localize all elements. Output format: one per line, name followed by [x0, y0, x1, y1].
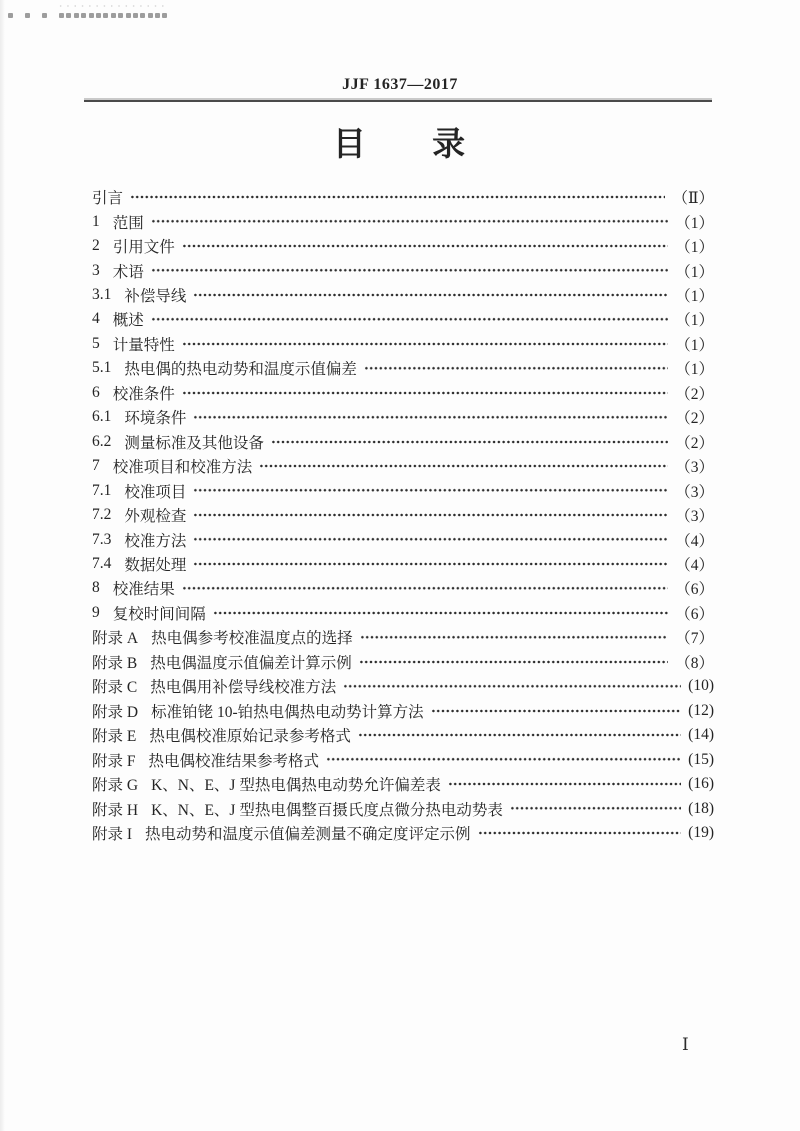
toc-entry-title: 数据处理 [124, 557, 187, 575]
scan-mark-square [133, 13, 138, 18]
toc-entry [92, 430, 714, 454]
toc-entry [92, 601, 714, 625]
dot-leader-icon [431, 699, 682, 723]
dot-leader-icon [193, 527, 668, 551]
toc-entry-page: (12) [688, 701, 714, 719]
dot-leader-icon [182, 576, 668, 600]
dot-leader-icon [193, 552, 668, 576]
toc-entry [92, 576, 714, 600]
toc-entry-page: (18) [688, 799, 714, 817]
toc-entry-title: 引言 [92, 190, 124, 208]
toc-entry-page: （1） [675, 361, 714, 379]
toc-entry [92, 503, 714, 527]
toc-entry-title: 热电偶用补偿导线校准方法 [150, 679, 337, 697]
toc-entry-number: 附录 G [92, 777, 139, 795]
toc-entry-number: 附录 C [92, 679, 138, 697]
toc-entry [92, 405, 714, 429]
toc-entry-title: 校准条件 [112, 385, 175, 403]
toc-entry-number: 3 [92, 261, 100, 279]
toc-entry [92, 332, 714, 356]
toc-entry-number: 7.2 [92, 506, 112, 524]
toc-entry [92, 209, 714, 233]
toc-entry-number: 7 [92, 457, 100, 475]
scan-mark-square [162, 13, 167, 18]
toc-entry-page: （2） [675, 410, 714, 428]
scan-mark-square [66, 13, 71, 18]
toc-entry-number: 附录 H [92, 801, 139, 819]
dot-leader-icon [182, 332, 668, 356]
toc-entry-number: 附录 B [92, 654, 138, 672]
footer-page-number: Ⅰ [682, 1035, 689, 1054]
toc-entry-number: 附录 F [92, 752, 136, 770]
toc-entry [92, 307, 714, 331]
toc-entry-title: 热电偶校准原始记录参考格式 [149, 728, 351, 746]
dot-leader-icon [259, 454, 668, 478]
toc-entry-number: 7.4 [92, 555, 112, 573]
toc-entry [92, 283, 714, 307]
toc-entry [92, 234, 714, 258]
toc-entry [92, 478, 714, 502]
scan-mark-square [140, 13, 145, 18]
toc-entry-title: K、N、E、J 型热电偶整百摄氏度点微分热电动势表 [151, 801, 503, 819]
toc-entry-title: 引用文件 [112, 239, 175, 257]
toc-entry-number: 附录 I [92, 826, 133, 843]
toc-entry-number: 9 [92, 603, 100, 621]
dot-leader-icon [364, 356, 668, 380]
toc-entry-number: 6 [92, 383, 100, 401]
toc-entry [92, 356, 714, 380]
toc-entry-page: （1） [675, 288, 714, 306]
toc-entry-page: （1） [675, 214, 714, 232]
toc-entry-page: （2） [675, 434, 714, 452]
dot-leader-icon [151, 209, 668, 233]
dot-leader-icon [343, 674, 681, 698]
toc-entry-title: 热电偶参考校准温度点的选择 [151, 630, 353, 648]
toc-entry-title: 复校时间间隔 [112, 605, 206, 623]
toc-entry-page: （Ⅱ） [672, 190, 714, 208]
toc-entry [92, 650, 714, 674]
toc-entry [92, 747, 714, 771]
dot-leader-icon [213, 601, 668, 625]
toc-entry-title: 测量标准及其他设备 [124, 434, 264, 452]
toc-entry-number: 5 [92, 334, 100, 352]
scan-mark-square [155, 13, 160, 18]
dot-leader-icon [326, 747, 681, 771]
scan-mark-square [8, 13, 13, 18]
toc-entry-title: 标准铂铑 10-铂热电偶热电动势计算方法 [151, 703, 424, 721]
dot-leader-icon [359, 650, 669, 674]
toc-entry-page: （3） [675, 459, 714, 477]
toc-entry [92, 821, 714, 845]
dot-leader-icon [182, 234, 668, 258]
toc-entry-title: 校准结果 [112, 581, 175, 599]
toc-entry [92, 552, 714, 576]
dot-leader-icon [193, 478, 668, 502]
toc-entry-page: （8） [675, 654, 714, 672]
scan-mark-square [126, 13, 131, 18]
toc-entry-page: （6） [675, 605, 714, 623]
toc-entry [92, 796, 714, 820]
toc-entry-number: 4 [92, 310, 100, 328]
toc-entry-page: （2） [675, 385, 714, 403]
toc-entry-page: （1） [675, 336, 714, 354]
toc-entry-title: K、N、E、J 型热电偶热电动势允许偏差表 [151, 777, 441, 795]
toc-entry-title: 补偿导线 [124, 288, 187, 306]
toc-entry-title: 计量特性 [112, 336, 175, 354]
toc-entry-number: 8 [92, 579, 100, 597]
toc-entry-title: 校准项目和校准方法 [112, 459, 253, 477]
toc-entry-page: （1） [675, 239, 714, 257]
toc-entry-title: 术语 [112, 263, 144, 281]
scan-mark-square [25, 13, 30, 18]
toc-entry-title: 范围 [112, 214, 144, 232]
dot-leader-icon [193, 283, 668, 307]
toc-entry-title: 热电偶温度示值偏差计算示例 [150, 654, 352, 672]
toc-entry-page: （7） [675, 630, 714, 648]
dot-leader-icon [151, 258, 668, 282]
toc-entry-title: 热电动势和温度示值偏差测量不确定度评定示例 [145, 826, 471, 843]
scan-mark-square [96, 13, 101, 18]
toc-entry-page: (19) [688, 824, 714, 841]
scan-mark-square [111, 13, 116, 18]
dot-leader-icon [271, 430, 668, 454]
toc-entry-page: （4） [675, 557, 714, 575]
toc-entry-number: 附录 E [92, 728, 137, 746]
dot-leader-icon [358, 723, 681, 747]
toc-entry-title: 概述 [112, 312, 144, 330]
toc-entry-number: 5.1 [92, 359, 112, 377]
scan-mark-square [118, 13, 123, 18]
toc-entry-number: 7.3 [92, 530, 112, 548]
dot-leader-icon [193, 503, 668, 527]
toc-entry-page: （6） [675, 581, 714, 599]
scan-mark-square [74, 13, 79, 18]
toc-entry [92, 381, 714, 405]
scan-mark-square [81, 13, 86, 18]
scan-mark-square [103, 13, 108, 18]
dot-leader-icon [193, 405, 668, 429]
toc-entry-page: (15) [688, 750, 714, 768]
scan-mark-square [89, 13, 94, 18]
toc-entry [92, 185, 714, 209]
scan-dotline [57, 5, 169, 7]
toc-entry [92, 723, 714, 747]
toc-entry-page: （1） [675, 263, 714, 281]
toc-entry-title: 校准项目 [124, 483, 187, 501]
toc-entry [92, 674, 714, 698]
dot-leader-icon [182, 381, 668, 405]
toc-entry-number: 附录 A [92, 630, 139, 648]
toc-entry-number: 7.1 [92, 481, 112, 499]
dot-leader-icon [360, 625, 669, 649]
scan-marks [8, 12, 170, 18]
toc-entry-page: （3） [675, 508, 714, 526]
dot-leader-icon [130, 185, 665, 209]
scan-mark-square [42, 13, 47, 18]
toc-entry [92, 772, 714, 796]
dot-leader-icon [510, 796, 681, 820]
standard-code: JJF 1637—2017 [342, 76, 458, 93]
dot-leader-icon [151, 307, 668, 331]
toc-entry-number: 6.2 [92, 432, 112, 450]
toc-entry [92, 699, 714, 723]
toc-entry [92, 454, 714, 478]
toc-entry-page: （4） [675, 532, 714, 550]
toc-entry-number: 2 [92, 237, 100, 255]
toc-entry-page: (14) [688, 726, 714, 744]
toc-entry-title: 环境条件 [124, 410, 187, 428]
header-rule [84, 100, 712, 102]
toc-entry-title: 热电偶校准结果参考格式 [148, 752, 320, 770]
toc-entry-page: (10) [688, 677, 714, 695]
toc-entry-page: （1） [675, 312, 714, 330]
page-title: 目 录 [332, 127, 468, 163]
toc-entry-title: 热电偶的热电动势和温度示值偏差 [124, 361, 357, 379]
toc-entry-number: 附录 D [92, 703, 139, 721]
toc-entry-title: 外观检查 [124, 508, 187, 526]
toc-entry [92, 625, 714, 649]
dot-leader-icon [478, 821, 682, 845]
toc-entry [92, 258, 714, 282]
toc-entry-title: 校准方法 [124, 532, 187, 550]
scan-mark-square [148, 13, 153, 18]
scan-mark-square [59, 13, 64, 18]
toc-entry-number: 6.1 [92, 408, 112, 426]
toc-list [92, 185, 714, 845]
toc-entry-page: (16) [688, 775, 714, 793]
toc-entry [92, 527, 714, 551]
toc-entry-page: （3） [675, 483, 714, 501]
toc-entry-number: 3.1 [92, 286, 112, 304]
toc-entry-number: 1 [92, 212, 100, 230]
dot-leader-icon [448, 772, 681, 796]
